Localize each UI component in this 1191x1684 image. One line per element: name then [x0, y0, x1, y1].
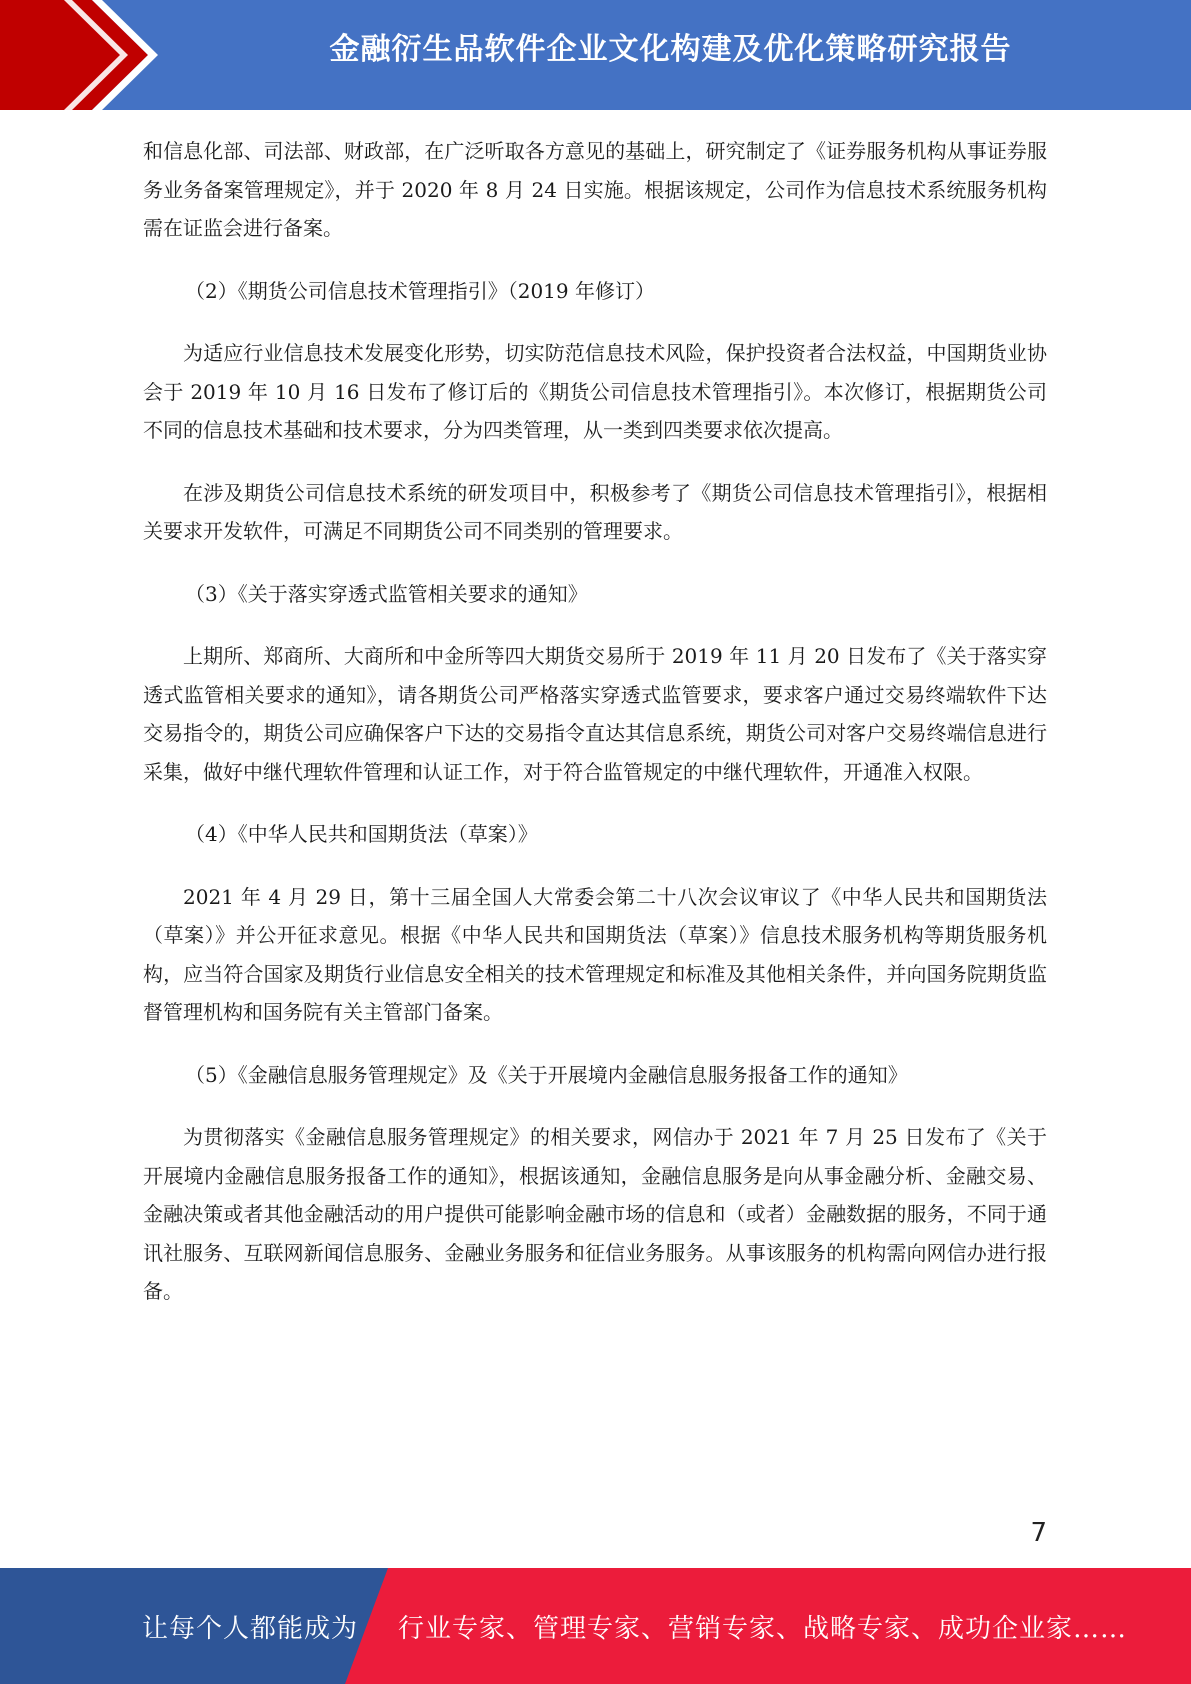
page-header	[0, 0, 1191, 110]
page-footer	[0, 1568, 1191, 1684]
footer-slogan-right: 行业专家、管理专家、营销专家、战略专家、成功企业家……	[398, 1614, 1128, 1644]
section-heading: （3）《关于落实穿透式监管相关要求的通知》	[185, 581, 588, 606]
header-arrow-decoration	[0, 0, 170, 110]
body-paragraph: 和信息化部、司法部、财政部，在广泛听取各方意见的基础上，研究制定了《证券服务机构从事证券服务业务备案管理规定》，并于 2020 年 8 月 24 日实施。根据该规定，公司作为信息技术系统服务机构需在证监会进行备案。	[143, 139, 1047, 240]
document-body	[143, 132, 1047, 1335]
body-paragraph: 为贯彻落实《金融信息服务管理规定》的相关要求，网信办于 2021 年 7 月 25 日发布了《关于开展境内金融信息服务报备工作的通知》，根据该通知，金融信息服务是向从事金融分析、金融交易、金融决策或者其他金融活动的用户提供可能影响金融市场的信息和（或者）金融数据的服务，不同于通讯社服务、互联网新闻信息服务、金融业务服务和征信业务服务。从事该服务的机构需向网信办进行报备。	[143, 1125, 1047, 1303]
body-paragraph: 2021 年 4 月 29 日，第十三届全国人大常委会第二十八次会议审议了《中华人民共和国期货法（草案）》并公开征求意见。根据《中华人民共和国期货法（草案）》信息技术服务机构等期货服务机构，应当符合国家及期货行业信息安全相关的技术管理规定和标准及其他相关条件，并向国务院期货监督管理机构和国务院有关主管部门备案。	[143, 884, 1047, 1024]
section-heading: （2）《期货公司信息技术管理指引》（2019 年修订）	[185, 278, 655, 303]
body-paragraph: 上期所、郑商所、大商所和中金所等四大期货交易所于 2019 年 11 月 20 日发布了《关于落实穿透式监管相关要求的通知》，请各期货公司严格落实穿透式监管要求，要求客户通过交易终端软件下达交易指令的，期货公司应确保客户下达的交易指令直达其信息系统，期货公司对客户交易终端信息进行采集，做好中继代理软件管理和认证工作，对于符合监管规定的中继代理软件，开通准入权限。	[143, 644, 1047, 784]
report-title: 金融衍生品软件企业文化构建及优化策略研究报告	[329, 32, 1012, 67]
section-heading: （5）《金融信息服务管理规定》及《关于开展境内金融信息服务报备工作的通知》	[185, 1062, 908, 1087]
footer-slogan-left: 让每个人都能成为	[142, 1614, 359, 1644]
section-heading: （4）《中华人民共和国期货法（草案）》	[185, 822, 538, 846]
body-paragraph: 为适应行业信息技术发展变化形势，切实防范信息技术风险，保护投资者合法权益，中国期货业协会于 2019 年 10 月 16 日发布了修订后的《期货公司信息技术管理指引》。本次修订，根据期货公司不同的信息技术基础和技术要求，分为四类管理，从一类到四类要求依次提高。	[143, 341, 1047, 442]
page-number: 7	[1030, 1518, 1047, 1548]
body-paragraph: 在涉及期货公司信息技术系统的研发项目中，积极参考了《期货公司信息技术管理指引》，根据相关要求开发软件，可满足不同期货公司不同类别的管理要求。	[143, 480, 1047, 543]
